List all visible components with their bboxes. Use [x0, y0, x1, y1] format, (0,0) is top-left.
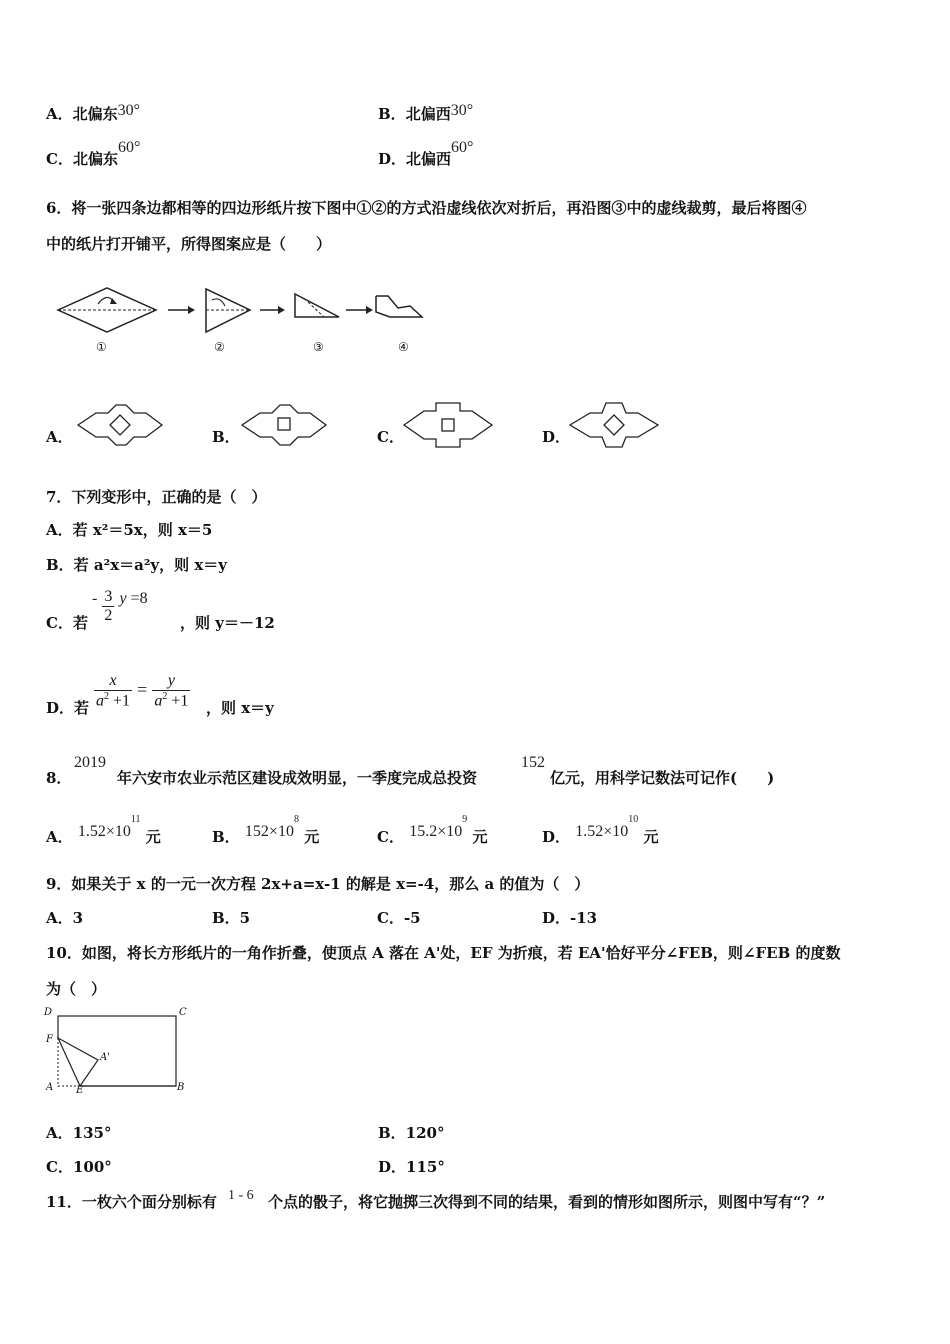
- q9-option-a: A．3: [46, 909, 84, 927]
- q9-option-c: C．-5: [377, 909, 421, 927]
- q10-rectangle-figure: [42, 1006, 192, 1098]
- q8-year: 2019: [74, 754, 106, 771]
- q8-stem-part2: 亿元，用科学记数法可记作( ): [550, 769, 775, 787]
- q10-option-b: B．120°: [378, 1124, 445, 1142]
- q6-option-d-label: D．: [542, 428, 571, 446]
- q10-label-a-prime: A': [100, 1052, 110, 1063]
- q6-option-d-figure: [568, 401, 660, 449]
- q9-option-b: B．5: [212, 909, 251, 927]
- q6-fold-steps-figure: [50, 284, 450, 359]
- q5-option-b: B．北偏西30°: [378, 102, 474, 123]
- q7-option-b: B．若 a²x＝a²y，则 x＝y: [46, 556, 228, 574]
- q11-range: 1 - 6: [228, 1188, 254, 1203]
- q10-option-a: A．135°: [46, 1124, 112, 1142]
- q7-option-c-suffix: ，则 y＝－12: [180, 614, 275, 632]
- q7-stem: 7．下列变形中，正确的是（ ）: [46, 488, 267, 506]
- q8-option-a: A． $1.52\times 10^{11}$ 元: [46, 814, 161, 846]
- q7-option-c-expression: - $\frac{3}{2}$ y =8: [92, 588, 148, 624]
- q7-option-c-prefix: C．若: [46, 614, 88, 632]
- q8-amount: 152: [521, 754, 545, 771]
- q8-stem-part1: 年六安市农业示范区建设成效明显，一季度完成总投资: [117, 769, 478, 787]
- q5-option-c: C．北偏东60°: [46, 139, 141, 168]
- q8-option-b: B． $152\times 10^8$ 元: [212, 814, 320, 846]
- q6-stem-line2: 中的纸片打开铺平，所得图案应是（ ）: [46, 235, 332, 253]
- q7-option-d-suffix: ，则 x＝y: [206, 699, 274, 717]
- q10-label-b: B: [177, 1082, 185, 1093]
- q8-option-d: D． $1.52\times 10^{10}$ 元: [542, 814, 659, 846]
- q6-stem-line1: 6．将一张四条边都相等的四边形纸片按下图中①②的方式沿虚线依次对折后，再沿图③中的虚线裁剪，最后将图④: [46, 199, 807, 217]
- q6-option-b-figure: [240, 403, 330, 447]
- q10-option-d: D．115°: [378, 1158, 445, 1176]
- q6-step-label-3: ③: [313, 340, 324, 354]
- q8-number: 8．: [46, 769, 72, 787]
- q6-step-label-1: ①: [96, 340, 107, 354]
- q6-option-a-label: A．: [46, 428, 73, 446]
- q5-option-a: A．北偏东30°: [46, 102, 141, 123]
- q9-option-d: D．-13: [542, 909, 598, 927]
- q10-label-d: D: [44, 1007, 53, 1018]
- q10-label-e: E: [76, 1085, 84, 1096]
- q10-label-c: C: [179, 1007, 187, 1018]
- q6-option-c-label: C．: [377, 428, 404, 446]
- q10-option-c: C．100°: [46, 1158, 112, 1176]
- q10-label-a: A: [46, 1082, 54, 1093]
- q6-option-c-figure: [402, 401, 494, 449]
- q11-stem-part2: 个点的骰子，将它抛掷三次得到不同的结果，看到的情形如图所示，则图中写有“？”: [268, 1193, 826, 1211]
- q7-option-a: A．若 x²＝5x，则 x＝5: [46, 521, 213, 539]
- q6-option-a-figure: [76, 403, 166, 447]
- q7-option-d-prefix: D．若: [46, 699, 90, 717]
- q5-option-d: D．北偏西60°: [378, 139, 474, 168]
- q7-option-d-expression: $\frac{x}{a^2 +1}$ = $\frac{y}{a^2 +1}$: [96, 672, 189, 710]
- q9-stem: 9．如果关于 x 的一元一次方程 2x+a=x-1 的解是 x=-4，那么 a 的值为（ ）: [46, 875, 590, 893]
- q6-option-b-label: B．: [212, 428, 240, 446]
- q6-step-label-4: ④: [398, 340, 409, 354]
- q10-stem-line1: 10．如图，将长方形纸片的一角作折叠，使顶点 A 落在 A'处，EF 为折痕，若 EA'恰好平分∠FEB，则∠FEB 的度数: [46, 944, 841, 962]
- q8-option-c: C． $15.2\times 10^9$ 元: [377, 814, 488, 846]
- q11-stem-part1: 11．一枚六个面分别标有: [46, 1193, 217, 1211]
- q10-label-f: F: [46, 1034, 53, 1045]
- q6-step-label-2: ②: [214, 340, 225, 354]
- q10-stem-line2: 为（ ）: [46, 980, 107, 998]
